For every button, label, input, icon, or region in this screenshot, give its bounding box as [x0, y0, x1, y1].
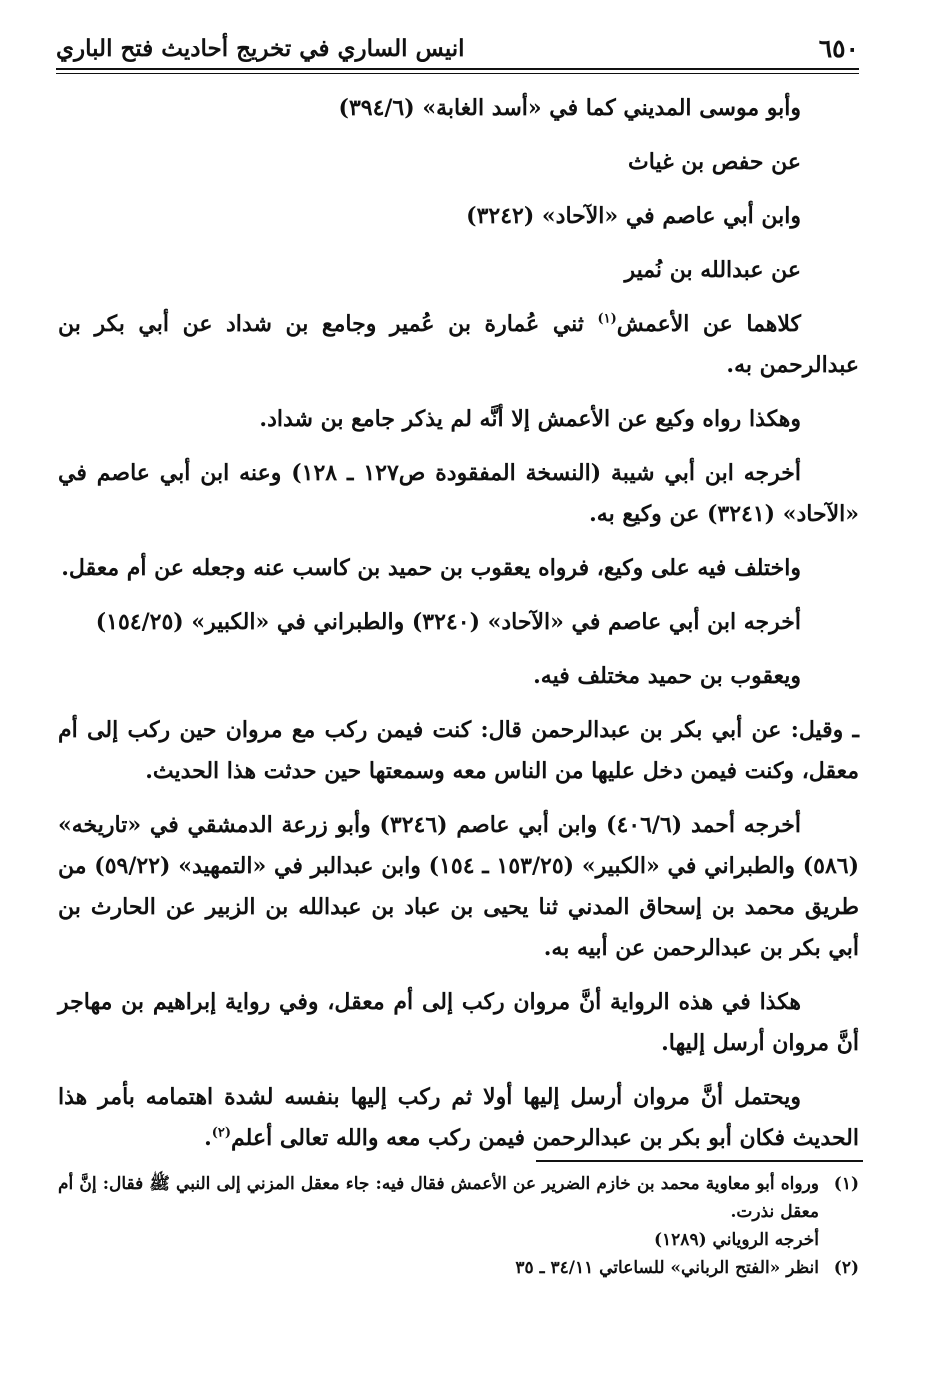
main-text [58, 88, 859, 1172]
paragraph-text: ويحتمل أنَّ مروان أرسل إليها أولا ثم ركب إليها بنفسه لشدة اهتمامه بأمر هذا الحديث فكان أبو بكر بن عبدالرحمن فيمن ركب معه والله تعالى أعلم [58, 1084, 859, 1151]
paragraph: وأبو موسى المديني كما في «أسد الغابة» (٣٩٤/٦) [338, 95, 801, 121]
footnotes [58, 1170, 859, 1282]
paragraph: أخرجه ابن أبي عاصم في «الآحاد» (٣٢٤٠) والطبراني في «الكبير» (١٥٤/٢٥) [95, 609, 801, 635]
footnote-text: أخرجه الروياني (١٢٨٩) [654, 1230, 819, 1250]
footnote-ref[interactable]: (٢) [211, 1125, 232, 1141]
paragraph: عن عبدالله بن نُمير [624, 257, 801, 283]
footnote-text: انظر «الفتح الرباني» للساعاتي ٣٤/١١ ـ ٣٥ [515, 1258, 819, 1278]
paragraph [58, 304, 859, 386]
paragraph: وابن أبي عاصم في «الآحاد» (٣٢٤٢) [466, 203, 801, 229]
paragraph-text: كلاهما عن الأعمش [616, 311, 801, 337]
paragraph: ويحتمل أنَّ مروان أرسل إليها أولا ثم ركب إليها بنفسه لشدة اهتمامه بأمر هذا الحديث فكان أبو بكر بن عبدالرحمن فيمن ركب معه والله تعالى أعلم$^{(٢)}$. [58, 1084, 859, 1151]
footnote-ref[interactable]: (١) [597, 311, 617, 327]
paragraph: هكذا في هذه الرواية أنَّ مروان ركب إلى أم معقل، وفي رواية إبراهيم بن مهاجر أنَّ مروان أرسل إليها. [58, 989, 859, 1056]
header-rule-thin [56, 73, 859, 74]
footnote-separator [536, 1160, 863, 1162]
paragraph: وهكذا رواه وكيع عن الأعمش إلا أنَّه لم يذكر جامع بن شداد. [259, 406, 801, 432]
paragraph: ـ وقيل: عن أبي بكر بن عبدالرحمن قال: كنت فيمن ركب مع مروان حين ركب إلى أم معقل، وكنت فيمن دخل عليها من الناس معه وسمعتها حين حدثت هذا الحديث. [58, 717, 859, 784]
footnote-number: (٢) [833, 1258, 859, 1278]
paragraph: أخرجه ابن أبي شيبة (النسخة المفقودة ص١٢٧ ـ ١٢٨) وعنه ابن أبي عاصم في «الآحاد» (٣٢٤١) عن وكيع به. [58, 460, 859, 527]
paragraph-text: ثني عُمارة بن عُمير وجامع بن شداد عن أبي بكر بن عبدالرحمن به. [58, 311, 859, 378]
footnote-number: (١) [833, 1174, 859, 1194]
running-header [56, 30, 859, 66]
book-title: انيس الساري في تخريج أحاديث فتح الباري [56, 34, 465, 62]
paragraph: عن حفص بن غياث [628, 149, 801, 175]
paragraph: ويعقوب بن حميد مختلف فيه. [533, 663, 801, 689]
footnote-text: ورواه أبو معاوية محمد بن خازم الضرير عن الأعمش فقال فيه: جاء معقل المزني إلى النبي ﷺ فقال: إنَّ أم معقل نذرت. [58, 1174, 819, 1222]
header-rule [56, 68, 859, 70]
page-number: ٦٥٠ [818, 33, 859, 63]
footnote [58, 1170, 859, 1254]
paragraph: أخرجه أحمد (٤٠٦/٦) وابن أبي عاصم (٣٢٤٦) وأبو زرعة الدمشقي في «تاريخه» (٥٨٦) والطبراني في «الكبير» (١٥٣/٢٥ ـ ١٥٤) وابن عبدالبر في «التمهيد» (٥٩/٢٢) من طريق محمد بن إسحاق المدني ثنا يحيى بن عباد بن عبدالله بن الزبير عن الحارث بن أبي بكر بن عبدالرحمن عن أبيه به. [58, 812, 860, 961]
paragraph: واختلف فيه على وكيع، فرواه يعقوب بن حميد بن كاسب عنه وجعله عن أم معقل. [61, 555, 801, 581]
footnote [58, 1254, 859, 1282]
